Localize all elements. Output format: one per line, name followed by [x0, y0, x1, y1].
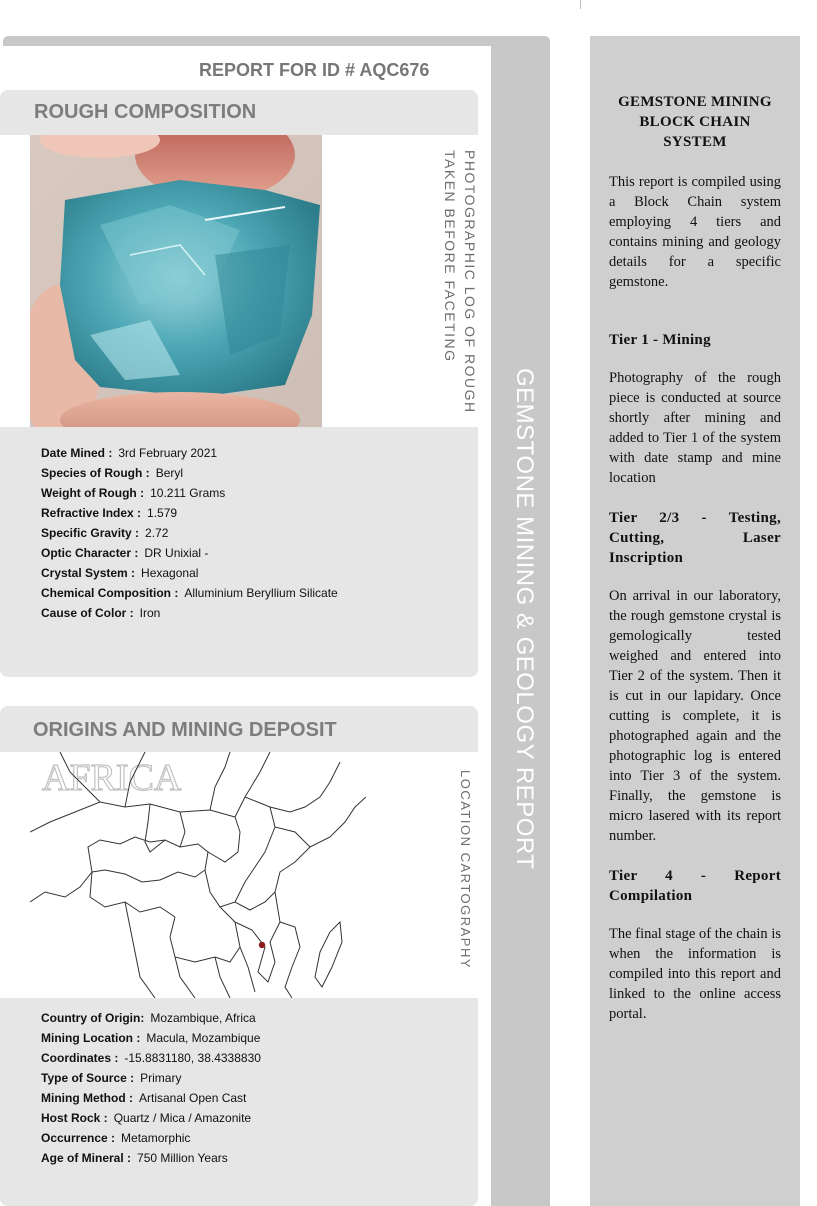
field-label: Specific Gravity :: [41, 526, 140, 540]
field-label: Age of Mineral :: [41, 1151, 132, 1165]
field-value: Artisanal Open Cast: [138, 1091, 247, 1105]
map-continent-label: AFRICA: [42, 757, 182, 799]
field-value: Hexagonal: [141, 566, 199, 580]
field-value: DR Unixial -: [144, 546, 209, 560]
field-label: Species of Rough :: [41, 466, 150, 480]
field-host-rock: [41, 1108, 261, 1128]
field-coordinates: [41, 1048, 261, 1068]
field-mining-method: [41, 1088, 261, 1108]
field-value: Primary: [140, 1071, 182, 1085]
rough-caption-line-2: TAKEN BEFORE FACETING: [442, 150, 458, 363]
rough-photo-caption: [440, 150, 480, 420]
field-cause-of-color: [41, 603, 338, 623]
field-label: Cause of Color :: [41, 606, 134, 620]
top-bar: [3, 36, 550, 46]
field-value: Metamorphic: [121, 1131, 191, 1145]
field-date-mined: [41, 443, 338, 463]
field-value: Mozambique, Africa: [150, 1011, 256, 1025]
field-value: Alluminium Beryllium Silicate: [184, 586, 338, 600]
location-cartography-caption: LOCATION CARTOGRAPHY: [458, 770, 473, 970]
mine-location-marker: [259, 942, 265, 948]
field-species: [41, 463, 338, 483]
tier4-text: The final stage of the chain is when the information is compiled into this report and linked to the online access portal.: [609, 926, 781, 1022]
field-type-of-source: [41, 1068, 261, 1088]
field-optic-character: [41, 543, 338, 563]
field-label: Occurrence :: [41, 1131, 116, 1145]
field-label: Country of Origin:: [41, 1011, 145, 1025]
field-label: Host Rock :: [41, 1111, 108, 1125]
origin-fields: [41, 1008, 261, 1168]
blockchain-intro: This report is compiled using a Block Chain system employing 4 tiers and contains mining and geology details for a specific gemstone.: [609, 174, 781, 290]
field-label: Weight of Rough :: [41, 486, 145, 500]
field-age-of-mineral: [41, 1148, 261, 1168]
field-label: Chemical Composition :: [41, 586, 179, 600]
tier1-text: Photography of the rough piece is conducted at source shortly after mining and added to Tier 1 of the system with date stamp and mine location: [609, 370, 781, 486]
tier23-text: On arrival in our laboratory, the rough gemstone crystal is gemologically tested weighed and entered into Tier 2 of the system. Then it is cut in our lapidary. Once cutting is complete, it is photographed again and the photographic log is entered into Tier 3 of the system. Finally, the gemstone is micro lasered with its report number.: [609, 588, 781, 844]
vertical-report-title: GEMSTONE MINING & GEOLOGY REPORT: [511, 368, 538, 870]
field-country-of-origin: [41, 1008, 261, 1028]
field-value: Beryl: [155, 466, 184, 480]
field-mining-location: [41, 1028, 261, 1048]
field-value: 3rd February 2021: [118, 446, 218, 460]
field-value: 750 Million Years: [137, 1151, 228, 1165]
blockchain-title: GEMSTONE MINING BLOCK CHAIN SYSTEM: [618, 94, 772, 150]
field-refractive-index: [41, 503, 338, 523]
field-specific-gravity: [41, 523, 338, 543]
field-value: -15.8831180, 38.4338830: [124, 1051, 261, 1065]
rough-composition-heading: ROUGH COMPOSITION: [34, 101, 257, 123]
field-label: Mining Location :: [41, 1031, 141, 1045]
field-value: 1.579: [147, 506, 178, 520]
field-label: Mining Method :: [41, 1091, 133, 1105]
africa-map: [30, 752, 366, 998]
field-weight: [41, 483, 338, 503]
field-label: Refractive Index :: [41, 506, 142, 520]
field-value: 2.72: [145, 526, 169, 540]
field-value: Quartz / Mica / Amazonite: [113, 1111, 252, 1125]
field-label: Date Mined :: [41, 446, 113, 460]
field-label: Optic Character :: [41, 546, 139, 560]
field-chemical-composition: [41, 583, 338, 603]
blockchain-info-text: [609, 92, 781, 1024]
tier4-heading: Tier 4 - Report Compilation: [609, 868, 781, 904]
field-value: Macula, Mozambique: [146, 1031, 261, 1045]
field-value: Iron: [139, 606, 161, 620]
field-label: Crystal System :: [41, 566, 136, 580]
rough-composition-fields: [41, 443, 338, 623]
field-occurrence: [41, 1128, 261, 1148]
field-label: Coordinates :: [41, 1051, 119, 1065]
tier1-heading: Tier 1 - Mining: [609, 332, 711, 348]
field-value: 10.211 Grams: [150, 486, 226, 500]
top-tick-mark: [580, 0, 581, 9]
rough-gemstone-photo: [30, 135, 322, 427]
field-label: Type of Source :: [41, 1071, 135, 1085]
origins-heading: ORIGINS AND MINING DEPOSIT: [33, 719, 337, 741]
rough-caption-line-1: PHOTOGRAPHIC LOG OF ROUGH: [462, 150, 478, 414]
tier23-heading: Tier 2/3 - Testing, Cutting, Laser Inscription: [609, 510, 781, 566]
report-id-heading: REPORT FOR ID # AQC676: [199, 60, 430, 80]
field-crystal-system: [41, 563, 338, 583]
